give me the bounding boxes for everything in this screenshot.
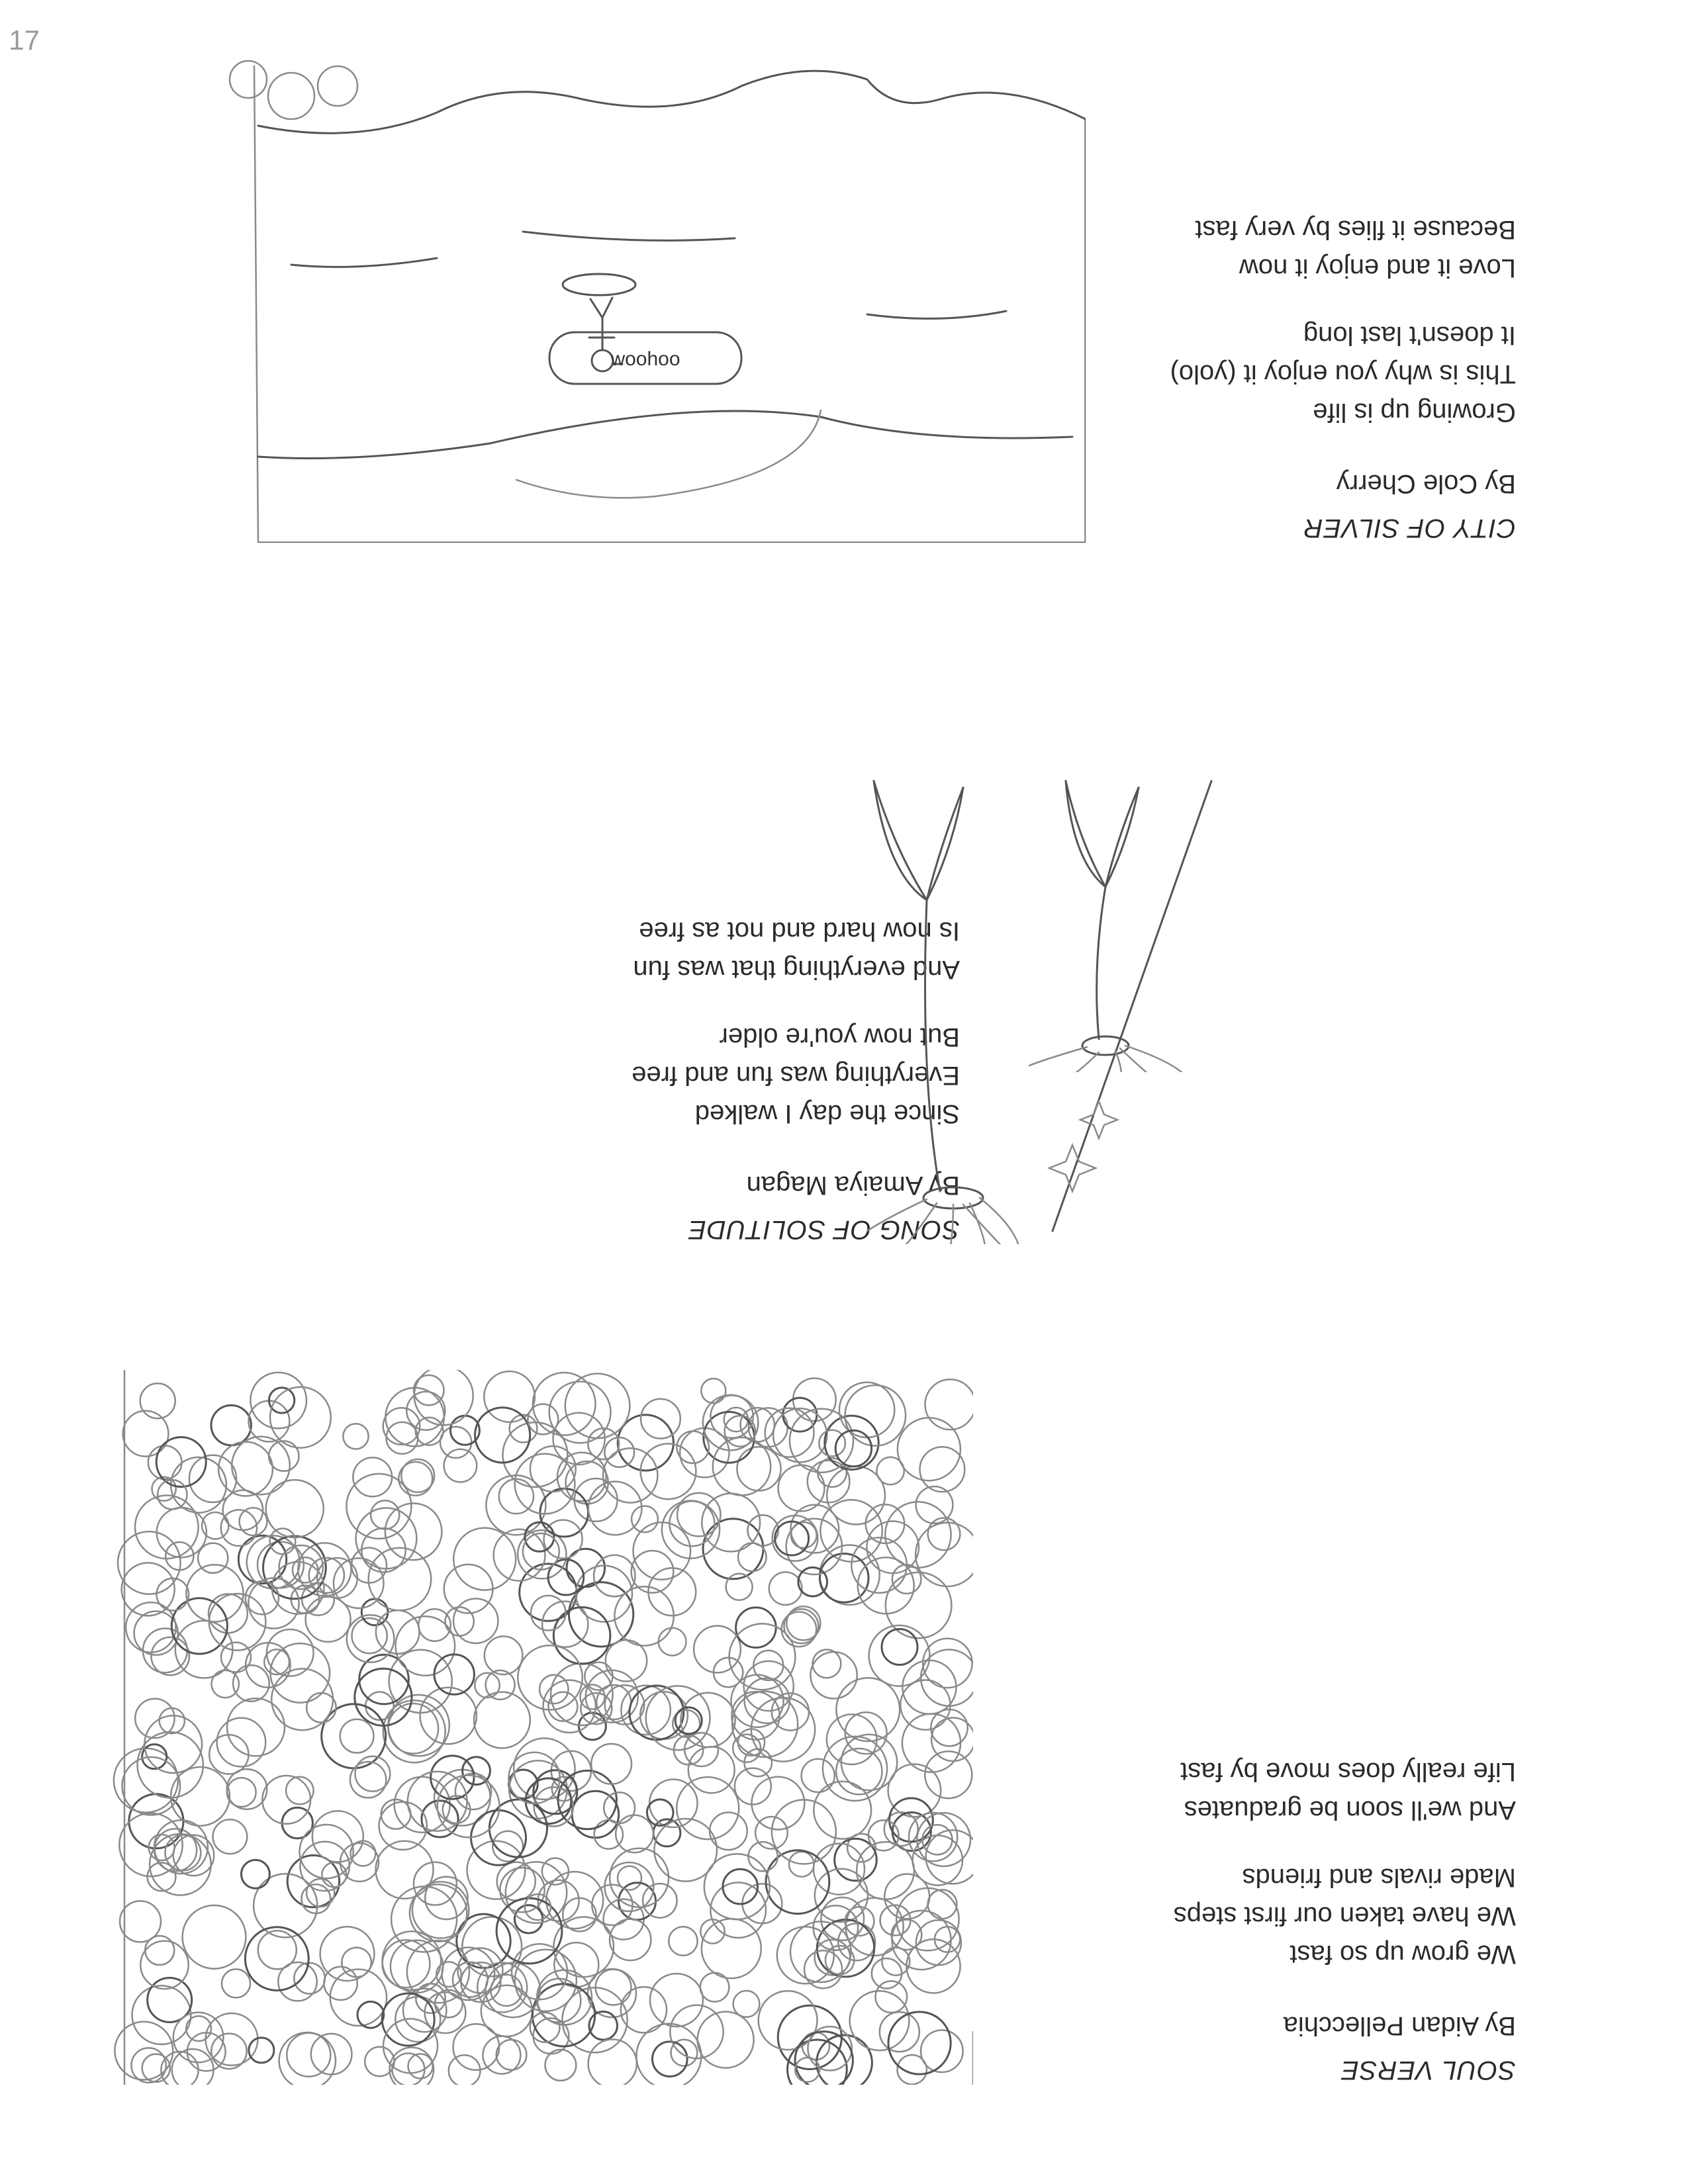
bubble-doodle [798,1567,827,1596]
bubble-doodle [688,1747,735,1793]
poem-line: This is why you enjoy it (yolo) [1170,359,1516,388]
bubble-doodle [353,1457,392,1496]
bubble-doodle [886,1572,952,1639]
poem-line: Is now hard and not as free [639,917,960,946]
poem-line: We grow up so fast [1289,1940,1516,1969]
bubble-doodle [334,1558,384,1608]
bubble-doodle [211,2034,246,2069]
bubble-doodle [211,1405,251,1445]
bubble-doodle [481,1985,532,2036]
bubble-doodle [680,1693,735,1747]
bubble-doodle [355,1668,412,1725]
bubble-doodle [209,1735,248,1774]
bubble-doodle [134,1612,178,1655]
bubble-doodle [172,2049,214,2085]
bubble-doodle [815,1869,868,1922]
poem-stanza [1013,1858,1516,1974]
bubble-doodle [324,1967,357,2000]
bubble-doodle [157,1508,207,1557]
bubble-doodle [925,1379,974,1430]
bubble-doodle [814,1905,858,1950]
bubble-doodle [227,1698,285,1756]
bubble-doodle [650,1974,703,2026]
bubble-doodle [643,1884,677,1918]
landscape-drawing-icon [225,40,1086,543]
flowers-drawing-icon [827,768,1026,1244]
bubble-doodle [618,1415,673,1471]
bubble-doodle [537,1970,592,2025]
bubble-doodle [232,1437,290,1495]
bubble-doodle [869,1625,930,1686]
bubble-doodle [143,1629,187,1673]
bubble-doodle [753,1651,783,1680]
poem-author: By Cole Cherry [1336,469,1516,498]
bubble-doodle [266,1480,324,1537]
bubble-doodle [694,1626,741,1673]
poem-line: We have taken our first steps [1173,1901,1516,1931]
bubble-doodle [148,1445,182,1479]
bubble-doodle [769,1572,802,1605]
bubble-doodle [343,1424,368,1449]
bubble-doodle [322,1704,386,1768]
bubble-doodle [444,1565,493,1614]
bubble-doodle [240,1508,267,1535]
bubble-doodle [868,1820,899,1850]
bubble-doodle [814,1782,871,1839]
bubble-doodle [793,1379,836,1422]
bubble-doodle [659,1628,686,1656]
poem-text [1013,1723,1516,2085]
bubble-doodle [839,1383,894,1437]
bubble-doodle [698,2012,754,2068]
bubble-doodle [496,2040,527,2070]
bubble-doodle [701,1379,726,1403]
bubble-doodle [923,1639,972,1688]
bubble-doodle [744,1661,794,1711]
bubble-doodle [494,1529,545,1581]
poem-soul-verse [0,1357,1688,2085]
poem-stanza [1013,210,1516,287]
bubble-doodle [531,1596,566,1631]
bubble-doodle [876,1981,908,2013]
bubble-doodle [312,1811,363,1862]
poem-line: Everything was fun and free [632,1061,960,1090]
bubble-doodle [431,1756,474,1799]
bubble-doodle [838,1923,875,1960]
poem-title: SONG OF SOLITUDE [688,1215,960,1244]
bubble-doodle [669,1501,714,1546]
bubble-doodle [287,2033,330,2077]
bubble-doodle [444,1449,477,1482]
bubble-doodle [836,1678,900,1741]
bubble-doodle [653,2042,688,2077]
bubble-doodle [850,1991,910,2050]
bubble-doodle [371,1500,399,1529]
bubbles-drawing-icon [113,1370,973,2085]
bubble-doodle [249,2038,274,2063]
poem-title: SOUL VERSE [1340,2056,1516,2085]
bubble-doodle [925,1751,972,1798]
bubble-doodle [389,1704,439,1754]
poem-line: Life really does move by fast [1180,1757,1516,1786]
bubble-doodle [614,1586,673,1645]
bubble-doodle [500,1868,544,1912]
poem-stanza [1013,1752,1516,1829]
bubble-doodle [737,1447,780,1490]
bubble-doodle [140,1383,175,1418]
bubble-doodle [475,1673,499,1698]
poem-city-of-silver [0,0,1688,543]
bubble-doodle [227,1778,256,1807]
bubble-doodle [733,1991,760,2017]
bubble-doodle [414,1375,444,1405]
bubble-doodle [250,1373,306,1429]
bubble-doodle [575,1479,618,1522]
bubble-doodle [376,1610,420,1654]
bubble-doodle [530,1446,576,1492]
bubble-doodle [122,1757,180,1815]
poem-line: It doesn't last long [1303,321,1516,350]
bubble-doodle [282,1807,312,1838]
bubble-doodle [882,1629,917,1665]
poem-line: Because it flies by very fast [1195,215,1516,244]
bubble-doodle [198,1543,228,1573]
bubble-doodle [217,1718,266,1767]
bubble-doodle [340,1719,374,1753]
flowers-drawing-icon [1019,768,1192,1072]
bubble-doodle [438,1775,500,1837]
bubble-doodle [553,1608,610,1664]
poem-text [1013,181,1516,543]
bubble-doodle [565,1374,630,1439]
bubble-doodle [675,1707,702,1734]
bubble-doodle [271,1668,333,1730]
bubble-doodle [534,2019,569,2054]
bubble-doodle [654,1819,717,1882]
bubble-doodle [491,1975,522,2006]
bubble-doodle [669,1927,697,1955]
bubble-doodle [189,1455,236,1502]
bubble-doodle [213,1819,248,1854]
bubble-doodle [453,2024,500,2070]
bubble-doodle [596,1970,632,2005]
bubble-doodle [183,1905,246,1969]
bubble-doodle [827,1467,885,1525]
bubble-doodle [453,1528,516,1590]
poem-stanza [1013,316,1516,432]
bubble-doodle [616,1815,653,1853]
poem-line: Love it and enjoy it now [1239,253,1516,283]
bubble-doodle [249,1401,290,1442]
bubble-doodle [485,1637,523,1675]
bubble-doodle [677,1777,739,1839]
bubble-doodle [484,1371,535,1422]
bubble-doodle [306,1879,334,1907]
bubble-doodle [483,2036,521,2074]
bubble-doodle [171,1598,227,1654]
bubble-doodle [238,1535,286,1583]
poem-line: And we'll soon be graduates [1184,1796,1516,1825]
poem-title: CITY OF SILVER [1303,514,1516,543]
bubble-doodle [160,1708,185,1733]
bubble-doodle [222,1969,250,1997]
poem-author: By Aidan Pellecchia [1283,2011,1516,2040]
poem-line: But now you're older [719,1023,960,1052]
bubble-doodle [567,1549,605,1587]
bubble-doodle [120,1901,161,1942]
bubble-doodle [401,1459,434,1492]
poem-line: And everything that was fun [633,955,960,984]
bubble-doodle [702,1494,760,1552]
bubble-doodle [732,1692,798,1757]
bubble-doodle [591,1744,632,1784]
bubble-doodle [702,1919,761,1978]
poem-line: Made rivals and friends [1242,1863,1516,1892]
bubble-doodle [311,2034,352,2075]
bubble-doodle [514,1905,542,1933]
bubble-doodle [736,1608,776,1648]
bubble-doodle [802,1759,835,1792]
bubble-doodle [396,1616,455,1676]
bubble-doodle [474,1692,530,1749]
bubble-doodle [872,1958,902,1988]
bubble-doodle [131,2048,165,2082]
bubble-doodle [262,1776,310,1824]
bubble-doodle [928,1889,957,1919]
bubble-doodle [218,1442,273,1496]
page-mark: 17 [9,24,40,56]
bubble-doodle [916,1920,961,1965]
bubble-doodle [588,2040,637,2085]
poem-line: Since the day I walked [694,1099,960,1128]
bubble-doodle [294,1963,325,1994]
poem-song-of-solitude [0,516,1688,1244]
bubble-doodle [920,1447,965,1492]
bubble-doodle [387,1422,418,1454]
speech-bubble-text: woohoo [610,348,680,370]
bubble-doodle [671,2040,698,2066]
bubble-doodle [269,1441,299,1471]
bubble-doodle [545,2050,577,2081]
bubble-doodle [132,1985,191,2044]
bubble-doodle [242,1860,270,1888]
bubble-doodle [489,1799,547,1857]
poem-line: Growing up is life [1313,398,1516,427]
poem-author: By Amaiya Magan [746,1171,960,1200]
bubble-doodle [610,1848,669,1907]
bubble-doodle [123,1411,169,1457]
